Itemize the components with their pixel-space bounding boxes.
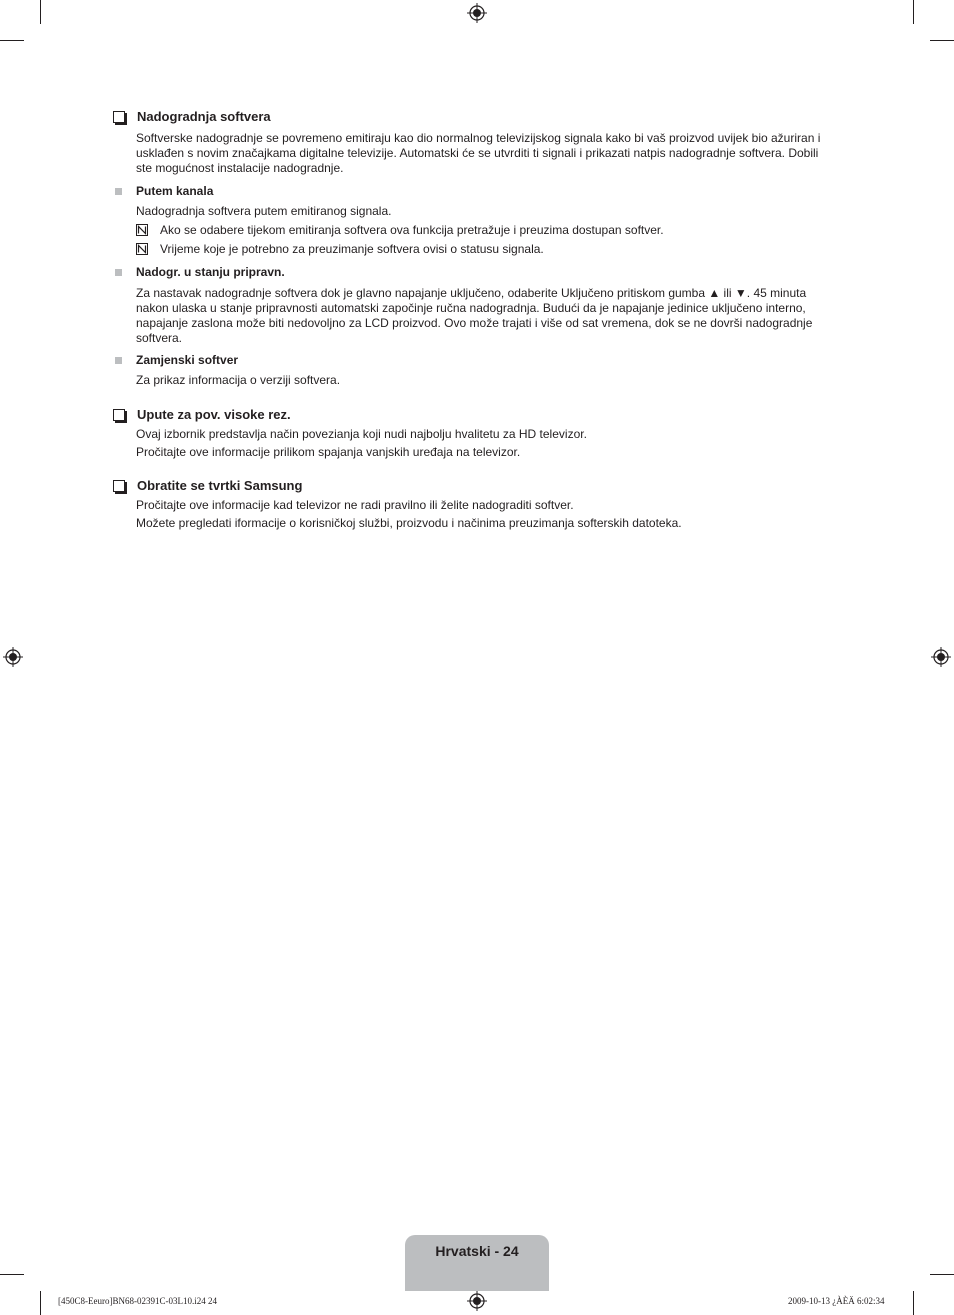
subsection-heading-text: Putem kanala xyxy=(136,184,214,198)
section-line: Pročitajte ove informacije kad televizor ne radi pravilno ili želite nadograditi softver. xyxy=(136,498,574,512)
registration-mark-icon xyxy=(3,647,23,667)
subsection-heading xyxy=(112,353,836,368)
crop-mark xyxy=(0,40,24,41)
page-number-tab xyxy=(405,1235,549,1291)
note-item xyxy=(136,242,836,257)
registration-mark-icon xyxy=(931,647,951,667)
note-text: Vrijeme koje je potrebno za preuzimanje softvera ovisi o statusu signala. xyxy=(160,242,544,256)
crop-mark xyxy=(0,1274,24,1275)
crop-mark xyxy=(930,1274,954,1275)
section-heading-text: Upute za pov. visoke rez. xyxy=(137,407,291,422)
square-bullet-icon xyxy=(115,188,122,195)
note-text: Ako se odabere tijekom emitiranja softvera ova funkcija pretražuje i preuzima dostupan softver. xyxy=(160,223,664,237)
section-heading xyxy=(112,406,836,423)
subsection-heading xyxy=(112,184,836,199)
page-label: Hrvatski - 24 xyxy=(435,1243,519,1259)
crop-mark xyxy=(40,0,41,24)
section-line: Ovaj izbornik predstavlja način povezianja koji nudi najbolju hvalitetu za HD televizor. xyxy=(136,427,587,441)
section-heading-text: Obratite se tvrtki Samsung xyxy=(137,478,303,493)
square-bullet-icon xyxy=(115,269,122,276)
section-line: Možete pregledati iformacije o korisničkoj službi, proizvodu i načinima preuzimanja softerskih datoteka. xyxy=(136,516,682,530)
checkbox-icon xyxy=(113,409,125,421)
manual-content xyxy=(112,108,836,531)
subsection-text: Za prikaz informacija o verziji softvera. xyxy=(136,373,341,387)
note-icon xyxy=(136,243,148,255)
note-icon xyxy=(136,224,148,236)
section-heading-text: Nadogradnja softvera xyxy=(137,109,271,124)
print-slug-right: 2009-10-13 ¿ÀÈÄ 6:02:34 xyxy=(788,1296,885,1306)
note-item xyxy=(136,223,836,238)
subsection-text: Za nastavak nadogradnje softvera dok je glavno napajanje uključeno, odaberite Uključeno pritiskom gumba ▲ ili ▼. 45 minuta nakon ulaska u stanje pripravnosti automatski započinje ručna nadogradnja. Budući da je napajanje jedinice uključeno interno, napajanje zaslona može biti nedovoljno za LCD proizvod. Ovo može trajati i više od sat vremena, dok se ne dovrši nadogradnje softvera. xyxy=(136,286,813,345)
subsection-heading xyxy=(112,265,836,280)
checkbox-icon xyxy=(113,111,125,123)
registration-mark-icon xyxy=(467,1291,487,1311)
checkbox-icon xyxy=(113,480,125,492)
section-heading xyxy=(112,108,836,125)
subsection-heading-text: Zamjenski softver xyxy=(136,353,239,367)
crop-mark xyxy=(913,0,914,24)
subsection-text: Nadogradnja softvera putem emitiranog signala. xyxy=(136,204,392,218)
section-intro: Softverske nadogradnje se povremeno emitiraju kao dio normalnog televizijskog signala kako bi vaš proizvod uvijek bio ažuriran i usklađen s novim značajkama digitalne televizije. Automatski će se utvrditi ti signali i prikazati natpis nadogradnje softvera. Dobili ste mogućnost instalacije nadogradnje. xyxy=(136,131,821,175)
crop-mark xyxy=(40,1291,41,1315)
section-line: Pročitajte ove informacije prilikom spajanja vanjskih uređaja na televizor. xyxy=(136,445,521,459)
registration-mark-icon xyxy=(467,3,487,23)
print-slug-left: [450C8-Eeuro]BN68-02391C-03L10.i24 24 xyxy=(58,1296,217,1306)
square-bullet-icon xyxy=(115,357,122,364)
subsection-heading-text: Nadogr. u stanju pripravn. xyxy=(136,265,285,279)
crop-mark xyxy=(930,40,954,41)
section-heading xyxy=(112,477,836,494)
crop-mark xyxy=(913,1291,914,1315)
